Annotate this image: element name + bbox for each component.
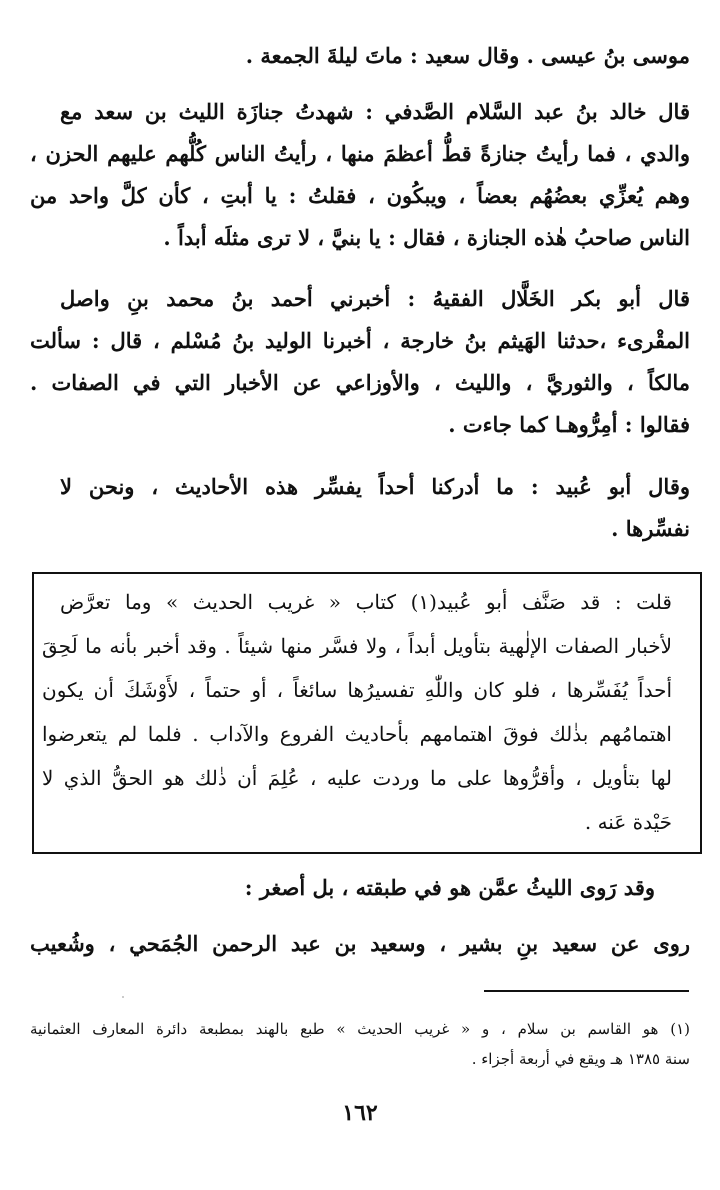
scan-speck bbox=[122, 996, 124, 998]
boxed-text-line: لها بتأويل ، وأقرُّوها على ما وردت عليه ، عُلِمَ أن ذٰلك هو الحقُّ الذي لا bbox=[42, 766, 672, 790]
text-line: وقد رَوى الليثُ عمَّن هو في طبقته ، بل أصغر : bbox=[244, 875, 655, 900]
text-line: نفسِّرها . bbox=[611, 516, 690, 541]
text-line: فقالوا : أمِرُّوهـا كما جاءت . bbox=[448, 412, 690, 437]
text-line: موسى بنُ عيسى . وقال سعيد : ماتَ ليلةَ الجمعة . bbox=[245, 43, 690, 68]
text-line: وهم يُعزِّي بعضُهُم بعضاً ، ويبكُون ، فقلتُ : يا أبتِ ، كأن كلَّ واحد من bbox=[30, 183, 690, 208]
text-line: المقْرىء ،حدثنا الهَيثم بنُ خارجة ، أخبرنا الوليد بنُ مُسْلم ، قال : سألت bbox=[30, 328, 690, 353]
boxed-text-line: اهتمامُهم بذٰلك فوقَ اهتمامهم بأحاديث الفروع والآداب . فلما لم يتعرضوا bbox=[42, 722, 672, 746]
text-line: روى عن سعيد بنِ بشير ، وسعيد بن عبد الرحمن الجُمَحي ، وشُعيب bbox=[30, 931, 690, 956]
boxed-text-line: أحداً يُفَسِّرها ، فلو كان واللّٰهِ تفسيرُها سائغاً ، أو حتماً ، لأَوْشَكَ أن يكون bbox=[42, 678, 672, 702]
boxed-text-line: قلت : قد صَنَّف أبو عُبيد(١) كتاب « غريب الحديث » وما تعرَّض bbox=[60, 590, 672, 614]
text-line: الناس صاحبُ هٰذه الجنازة ، فقال : يا بنيَّ ، لا ترى مثلَه أبداً . bbox=[163, 225, 690, 250]
footnote-line: سنة ١٣٨٥ هـ ويقع في أربعة أجزاء . bbox=[471, 1050, 690, 1068]
text-line: وقال أبو عُبيد : ما أدركنا أحداً يفسِّر هذه الأحاديث ، ونحن لا bbox=[60, 474, 690, 499]
page-number: ١٦٢ bbox=[342, 1100, 378, 1126]
boxed-text-line: حَيْدة عَنه . bbox=[584, 810, 672, 834]
text-line: قال خالد بنُ عبد السَّلام الصَّدفي : شهدتُ جنازَة الليث بن سعد مع bbox=[60, 99, 690, 124]
footnote-line: (١) هو القاسم بن سلام ، و « غريب الحديث » طبع بالهند بمطبعة دائرة المعارف العثمانية bbox=[30, 1020, 690, 1038]
text-line: قال أبو بكر الخَلَّال الفقيهُ : أخبرني أحمد بنُ محمد بنِ واصل bbox=[60, 286, 690, 311]
text-line: مالكاً ، والثوريَّ ، والليث ، والأوزاعي عن الأخبار التي في الصفات . bbox=[30, 370, 690, 395]
footnote-separator bbox=[484, 990, 689, 992]
boxed-text-line: لأخبار الصفات الإلٰهية بتأويل أبداً ، ولا فسَّر منها شيئاً . وقد أخبر بأنه ما لَحِقَ bbox=[42, 634, 672, 658]
text-line: والدي ، فما رأيتُ جنازةً قطُّ أعظمَ منها ، رأيتُ الناس كُلُّهم عليهم الحزن ، bbox=[30, 141, 690, 166]
